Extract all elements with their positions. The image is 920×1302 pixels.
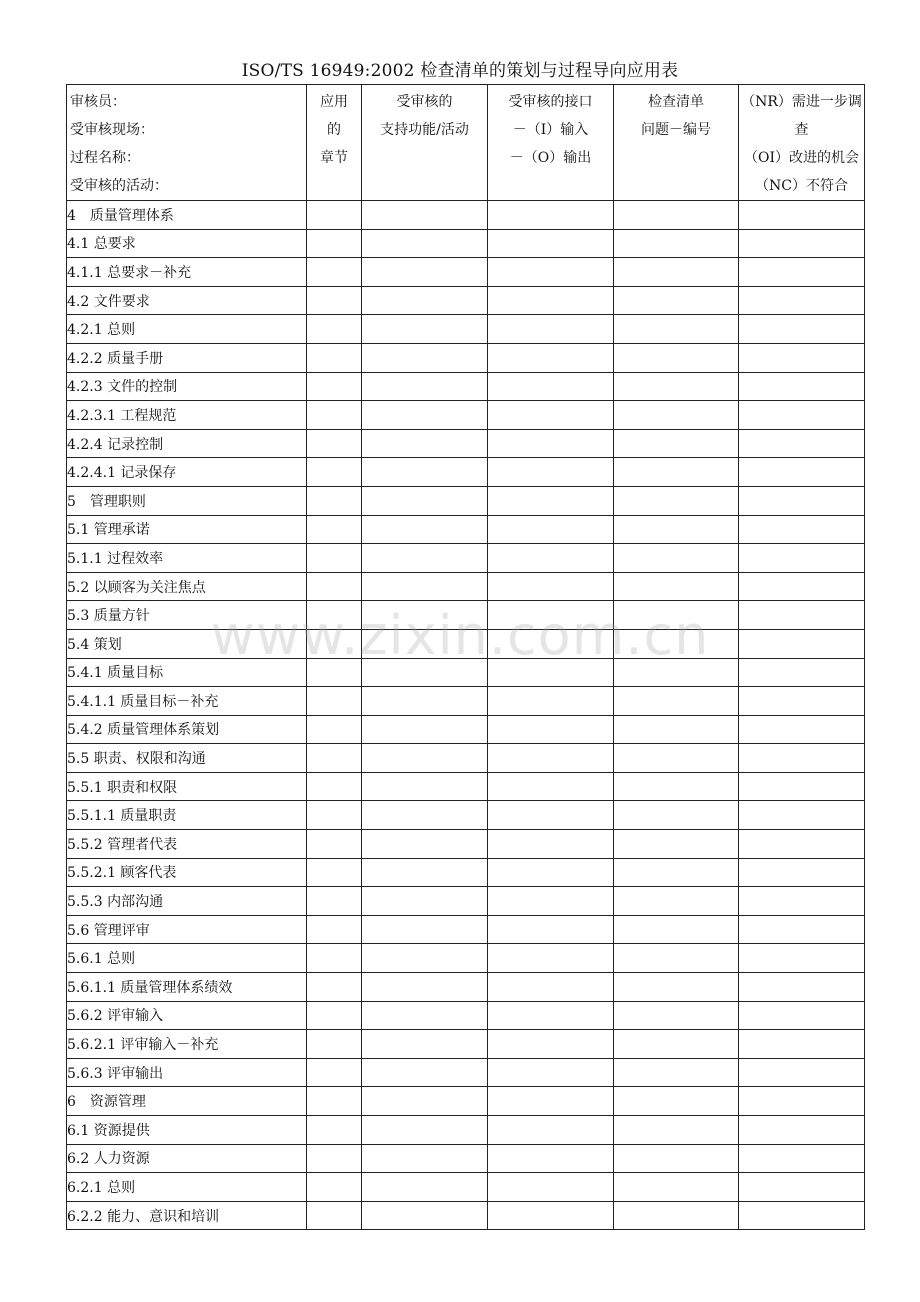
clause-cell: 5.6.2.1 评审输入－补充 bbox=[67, 1030, 307, 1059]
support-function-cell bbox=[362, 772, 488, 801]
finding-cell bbox=[739, 744, 865, 773]
table-row bbox=[67, 858, 865, 887]
support-function-cell bbox=[362, 458, 488, 487]
header-interfaces bbox=[488, 85, 614, 201]
clause-cell: 5.3 质量方针 bbox=[67, 601, 307, 630]
applicable-clause-cell bbox=[307, 372, 362, 401]
support-function-cell bbox=[362, 1087, 488, 1116]
finding-cell bbox=[739, 1173, 865, 1202]
finding-cell bbox=[739, 687, 865, 716]
applicable-clause-cell bbox=[307, 286, 362, 315]
interface-cell bbox=[488, 887, 614, 916]
interface-cell bbox=[488, 1116, 614, 1145]
finding-cell bbox=[739, 944, 865, 973]
table-row bbox=[67, 629, 865, 658]
applicable-clause-cell bbox=[307, 229, 362, 258]
header-text-line: 支持功能/活动 bbox=[380, 122, 469, 138]
table-row bbox=[67, 1173, 865, 1202]
checklist-number-cell bbox=[614, 973, 739, 1002]
clause-cell: 5.4.1.1 质量目标－补充 bbox=[67, 687, 307, 716]
checklist-number-cell bbox=[614, 1087, 739, 1116]
support-function-cell bbox=[362, 258, 488, 287]
applicable-clause-cell bbox=[307, 715, 362, 744]
applicable-clause-cell bbox=[307, 944, 362, 973]
support-function-cell bbox=[362, 887, 488, 916]
checklist-number-cell bbox=[614, 1201, 739, 1230]
clause-cell: 5.5.1.1 质量职责 bbox=[67, 801, 307, 830]
clause-cell: 6 资源管理 bbox=[67, 1087, 307, 1116]
applicable-clause-cell bbox=[307, 1087, 362, 1116]
clause-cell: 4.1 总要求 bbox=[67, 229, 307, 258]
applicable-clause-cell bbox=[307, 486, 362, 515]
clause-cell: 5.6.1.1 质量管理体系绩效 bbox=[67, 973, 307, 1002]
interface-cell bbox=[488, 229, 614, 258]
applicable-clause-cell bbox=[307, 544, 362, 573]
clause-cell: 4.2.2 质量手册 bbox=[67, 343, 307, 372]
applicable-clause-cell bbox=[307, 1058, 362, 1087]
finding-cell bbox=[739, 343, 865, 372]
audited-activity-label: 受审核的活动： bbox=[70, 178, 168, 194]
interface-cell bbox=[488, 372, 614, 401]
applicable-clause-cell bbox=[307, 401, 362, 430]
applicable-clause-cell bbox=[307, 1030, 362, 1059]
table-row bbox=[67, 515, 865, 544]
applicable-clause-cell bbox=[307, 201, 362, 230]
applicable-clause-cell bbox=[307, 973, 362, 1002]
finding-cell bbox=[739, 1116, 865, 1145]
checklist-number-cell bbox=[614, 486, 739, 515]
applicable-clause-cell bbox=[307, 1173, 362, 1202]
interface-cell bbox=[488, 1087, 614, 1116]
interface-cell bbox=[488, 801, 614, 830]
checklist-number-cell bbox=[614, 429, 739, 458]
checklist-number-cell bbox=[614, 744, 739, 773]
support-function-cell bbox=[362, 286, 488, 315]
finding-cell bbox=[739, 515, 865, 544]
interface-cell bbox=[488, 458, 614, 487]
header-text-line: 查 bbox=[794, 122, 809, 138]
interface-cell bbox=[488, 601, 614, 630]
interface-cell bbox=[488, 830, 614, 859]
checklist-number-cell bbox=[614, 544, 739, 573]
support-function-cell bbox=[362, 1001, 488, 1030]
clause-cell: 5.6.1 总则 bbox=[67, 944, 307, 973]
support-function-cell bbox=[362, 315, 488, 344]
support-function-cell bbox=[362, 1116, 488, 1145]
table-row bbox=[67, 258, 865, 287]
table-row bbox=[67, 601, 865, 630]
checklist-number-cell bbox=[614, 1001, 739, 1030]
support-function-cell bbox=[362, 715, 488, 744]
support-function-cell bbox=[362, 973, 488, 1002]
finding-cell bbox=[739, 715, 865, 744]
finding-cell bbox=[739, 887, 865, 916]
interface-cell bbox=[488, 286, 614, 315]
table-row bbox=[67, 572, 865, 601]
applicable-clause-cell bbox=[307, 772, 362, 801]
support-function-cell bbox=[362, 944, 488, 973]
support-function-cell bbox=[362, 343, 488, 372]
checklist-number-cell bbox=[614, 715, 739, 744]
applicable-clause-cell bbox=[307, 658, 362, 687]
finding-cell bbox=[739, 486, 865, 515]
applicable-clause-cell bbox=[307, 315, 362, 344]
table-row bbox=[67, 1058, 865, 1087]
header-text-line: －（I）输入 bbox=[512, 122, 589, 138]
finding-cell bbox=[739, 229, 865, 258]
auditor-label: 审核员： bbox=[70, 94, 126, 110]
support-function-cell bbox=[362, 429, 488, 458]
checklist-number-cell bbox=[614, 830, 739, 859]
finding-cell bbox=[739, 830, 865, 859]
checklist-number-cell bbox=[614, 229, 739, 258]
clause-cell: 5.5.2 管理者代表 bbox=[67, 830, 307, 859]
process-name-label: 过程名称： bbox=[70, 150, 140, 166]
checklist-number-cell bbox=[614, 915, 739, 944]
table-row bbox=[67, 458, 865, 487]
checklist-number-cell bbox=[614, 1173, 739, 1202]
interface-cell bbox=[488, 401, 614, 430]
clause-cell: 4.1.1 总要求－补充 bbox=[67, 258, 307, 287]
clause-cell: 4.2.3 文件的控制 bbox=[67, 372, 307, 401]
interface-cell bbox=[488, 629, 614, 658]
interface-cell bbox=[488, 1030, 614, 1059]
applicable-clause-cell bbox=[307, 687, 362, 716]
checklist-number-cell bbox=[614, 1116, 739, 1145]
header-audit-info bbox=[67, 85, 307, 201]
finding-cell bbox=[739, 973, 865, 1002]
checklist-number-cell bbox=[614, 372, 739, 401]
table-row bbox=[67, 401, 865, 430]
interface-cell bbox=[488, 1058, 614, 1087]
table-row bbox=[67, 915, 865, 944]
table-row bbox=[67, 544, 865, 573]
finding-cell bbox=[739, 1001, 865, 1030]
clause-cell: 4.2.4.1 记录保存 bbox=[67, 458, 307, 487]
applicable-clause-cell bbox=[307, 1201, 362, 1230]
support-function-cell bbox=[362, 601, 488, 630]
applicable-clause-cell bbox=[307, 915, 362, 944]
clause-cell: 4 质量管理体系 bbox=[67, 201, 307, 230]
interface-cell bbox=[488, 315, 614, 344]
checklist-number-cell bbox=[614, 858, 739, 887]
finding-cell bbox=[739, 544, 865, 573]
table-row bbox=[67, 1087, 865, 1116]
clause-cell: 4.2 文件要求 bbox=[67, 286, 307, 315]
watermark: www.zixin.com.cn bbox=[210, 604, 710, 667]
audit-site-label: 受审核现场： bbox=[70, 122, 154, 138]
finding-cell bbox=[739, 258, 865, 287]
interface-cell bbox=[488, 687, 614, 716]
support-function-cell bbox=[362, 629, 488, 658]
header-text-line: 检查清单 bbox=[648, 94, 704, 110]
clause-cell: 4.2.1 总则 bbox=[67, 315, 307, 344]
table-row bbox=[67, 772, 865, 801]
support-function-cell bbox=[362, 744, 488, 773]
header-support-function bbox=[362, 85, 488, 201]
finding-cell bbox=[739, 401, 865, 430]
finding-cell bbox=[739, 658, 865, 687]
checklist-number-cell bbox=[614, 801, 739, 830]
interface-cell bbox=[488, 343, 614, 372]
finding-cell bbox=[739, 1201, 865, 1230]
support-function-cell bbox=[362, 544, 488, 573]
support-function-cell bbox=[362, 687, 488, 716]
table-row bbox=[67, 715, 865, 744]
applicable-clause-cell bbox=[307, 429, 362, 458]
interface-cell bbox=[488, 973, 614, 1002]
interface-cell bbox=[488, 715, 614, 744]
header-text-line: （NR）需进一步调 bbox=[741, 94, 862, 110]
applicable-clause-cell bbox=[307, 858, 362, 887]
interface-cell bbox=[488, 1144, 614, 1173]
finding-cell bbox=[739, 372, 865, 401]
table-row bbox=[67, 343, 865, 372]
checklist-number-cell bbox=[614, 458, 739, 487]
clause-cell: 5.1 管理承诺 bbox=[67, 515, 307, 544]
checklist-number-cell bbox=[614, 629, 739, 658]
clause-cell: 6.2.1 总则 bbox=[67, 1173, 307, 1202]
interface-cell bbox=[488, 486, 614, 515]
support-function-cell bbox=[362, 372, 488, 401]
table-row bbox=[67, 687, 865, 716]
header-text-line: （NC）不符合 bbox=[755, 178, 848, 194]
checklist-number-cell bbox=[614, 315, 739, 344]
support-function-cell bbox=[362, 658, 488, 687]
finding-cell bbox=[739, 772, 865, 801]
finding-cell bbox=[739, 429, 865, 458]
finding-cell bbox=[739, 858, 865, 887]
checklist-number-cell bbox=[614, 687, 739, 716]
support-function-cell bbox=[362, 515, 488, 544]
support-function-cell bbox=[362, 801, 488, 830]
checklist-number-cell bbox=[614, 515, 739, 544]
clause-cell: 5.1.1 过程效率 bbox=[67, 544, 307, 573]
clause-cell: 5.4 策划 bbox=[67, 629, 307, 658]
applicable-clause-cell bbox=[307, 1001, 362, 1030]
applicable-clause-cell bbox=[307, 744, 362, 773]
support-function-cell bbox=[362, 830, 488, 859]
clause-cell: 4.2.4 记录控制 bbox=[67, 429, 307, 458]
clause-cell: 5.6.2 评审输入 bbox=[67, 1001, 307, 1030]
clause-cell: 6.1 资源提供 bbox=[67, 1116, 307, 1145]
checklist-number-cell bbox=[614, 772, 739, 801]
table-row bbox=[67, 973, 865, 1002]
header-text-line: （OI）改进的机会 bbox=[743, 150, 859, 166]
table-row bbox=[67, 486, 865, 515]
interface-cell bbox=[488, 572, 614, 601]
table-row bbox=[67, 801, 865, 830]
support-function-cell bbox=[362, 1173, 488, 1202]
table-row bbox=[67, 1001, 865, 1030]
checklist-number-cell bbox=[614, 658, 739, 687]
clause-cell: 5.5 职责、权限和沟通 bbox=[67, 744, 307, 773]
checklist-number-cell bbox=[614, 601, 739, 630]
interface-cell bbox=[488, 1201, 614, 1230]
checklist-number-cell bbox=[614, 343, 739, 372]
interface-cell bbox=[488, 658, 614, 687]
clause-cell: 5.6.3 评审输出 bbox=[67, 1058, 307, 1087]
checklist-body bbox=[67, 201, 865, 1230]
checklist-number-cell bbox=[614, 201, 739, 230]
applicable-clause-cell bbox=[307, 1116, 362, 1145]
applicable-clause-cell bbox=[307, 572, 362, 601]
applicable-clause-cell bbox=[307, 515, 362, 544]
support-function-cell bbox=[362, 1058, 488, 1087]
clause-cell: 4.2.3.1 工程规范 bbox=[67, 401, 307, 430]
table-row bbox=[67, 1144, 865, 1173]
interface-cell bbox=[488, 944, 614, 973]
table-row bbox=[67, 658, 865, 687]
finding-cell bbox=[739, 1030, 865, 1059]
finding-cell bbox=[739, 801, 865, 830]
checklist-number-cell bbox=[614, 944, 739, 973]
interface-cell bbox=[488, 744, 614, 773]
interface-cell bbox=[488, 429, 614, 458]
clause-cell: 5.5.2.1 顾客代表 bbox=[67, 858, 307, 887]
checklist-number-cell bbox=[614, 258, 739, 287]
finding-cell bbox=[739, 1058, 865, 1087]
table-row bbox=[67, 372, 865, 401]
finding-cell bbox=[739, 915, 865, 944]
applicable-clause-cell bbox=[307, 830, 362, 859]
clause-cell: 5.5.1 职责和权限 bbox=[67, 772, 307, 801]
table-row bbox=[67, 887, 865, 916]
interface-cell bbox=[488, 915, 614, 944]
support-function-cell bbox=[362, 1201, 488, 1230]
table-row bbox=[67, 201, 865, 230]
interface-cell bbox=[488, 201, 614, 230]
finding-cell bbox=[739, 458, 865, 487]
support-function-cell bbox=[362, 572, 488, 601]
header-text-line: 问题－编号 bbox=[641, 122, 711, 138]
applicable-clause-cell bbox=[307, 458, 362, 487]
clause-cell: 5.2 以顾客为关注焦点 bbox=[67, 572, 307, 601]
applicable-clause-cell bbox=[307, 258, 362, 287]
finding-cell bbox=[739, 601, 865, 630]
document-title: ISO/TS 16949:2002 检查清单的策划与过程导向应用表 bbox=[241, 61, 679, 81]
table-row bbox=[67, 830, 865, 859]
interface-cell bbox=[488, 772, 614, 801]
clause-cell: 6.2.2 能力、意识和培训 bbox=[67, 1201, 307, 1230]
support-function-cell bbox=[362, 201, 488, 230]
checklist-number-cell bbox=[614, 1144, 739, 1173]
table-row bbox=[67, 1030, 865, 1059]
header-text-line: 受审核的接口 bbox=[508, 94, 593, 110]
checklist-number-cell bbox=[614, 1058, 739, 1087]
checklist-number-cell bbox=[614, 286, 739, 315]
clause-cell: 5.4.1 质量目标 bbox=[67, 658, 307, 687]
support-function-cell bbox=[362, 1144, 488, 1173]
interface-cell bbox=[488, 858, 614, 887]
applicable-clause-cell bbox=[307, 1144, 362, 1173]
clause-cell: 5.6 管理评审 bbox=[67, 915, 307, 944]
header-text-line: 的 bbox=[327, 122, 341, 138]
support-function-cell bbox=[362, 401, 488, 430]
checklist-number-cell bbox=[614, 1030, 739, 1059]
checklist-table bbox=[66, 84, 865, 1230]
interface-cell bbox=[488, 1001, 614, 1030]
finding-cell bbox=[739, 572, 865, 601]
support-function-cell bbox=[362, 915, 488, 944]
header-checklist-number bbox=[614, 85, 739, 201]
support-function-cell bbox=[362, 486, 488, 515]
checklist-number-cell bbox=[614, 401, 739, 430]
interface-cell bbox=[488, 258, 614, 287]
finding-cell bbox=[739, 286, 865, 315]
finding-cell bbox=[739, 315, 865, 344]
interface-cell bbox=[488, 1173, 614, 1202]
applicable-clause-cell bbox=[307, 629, 362, 658]
table-row bbox=[67, 944, 865, 973]
header-applicable-clause bbox=[307, 85, 362, 201]
finding-cell bbox=[739, 201, 865, 230]
header-text-line: 章节 bbox=[320, 150, 348, 166]
applicable-clause-cell bbox=[307, 801, 362, 830]
interface-cell bbox=[488, 544, 614, 573]
header-text-line: －（O）输出 bbox=[509, 150, 592, 166]
finding-cell bbox=[739, 629, 865, 658]
checklist-number-cell bbox=[614, 887, 739, 916]
header-text-line: 受审核的 bbox=[396, 94, 453, 110]
table-row bbox=[67, 744, 865, 773]
table-row bbox=[67, 229, 865, 258]
table-row bbox=[67, 1201, 865, 1230]
table-row bbox=[67, 429, 865, 458]
table-header-row bbox=[67, 85, 865, 201]
clause-cell: 5 管理职则 bbox=[67, 486, 307, 515]
applicable-clause-cell bbox=[307, 887, 362, 916]
table-row bbox=[67, 1116, 865, 1145]
applicable-clause-cell bbox=[307, 601, 362, 630]
table-row bbox=[67, 286, 865, 315]
support-function-cell bbox=[362, 229, 488, 258]
clause-cell: 5.4.2 质量管理体系策划 bbox=[67, 715, 307, 744]
header-findings bbox=[739, 85, 865, 201]
applicable-clause-cell bbox=[307, 343, 362, 372]
clause-cell: 5.5.3 内部沟通 bbox=[67, 887, 307, 916]
table-row bbox=[67, 315, 865, 344]
support-function-cell bbox=[362, 858, 488, 887]
support-function-cell bbox=[362, 1030, 488, 1059]
interface-cell bbox=[488, 515, 614, 544]
finding-cell bbox=[739, 1144, 865, 1173]
checklist-number-cell bbox=[614, 572, 739, 601]
clause-cell: 6.2 人力资源 bbox=[67, 1144, 307, 1173]
header-text-line: 应用 bbox=[320, 94, 348, 110]
finding-cell bbox=[739, 1087, 865, 1116]
